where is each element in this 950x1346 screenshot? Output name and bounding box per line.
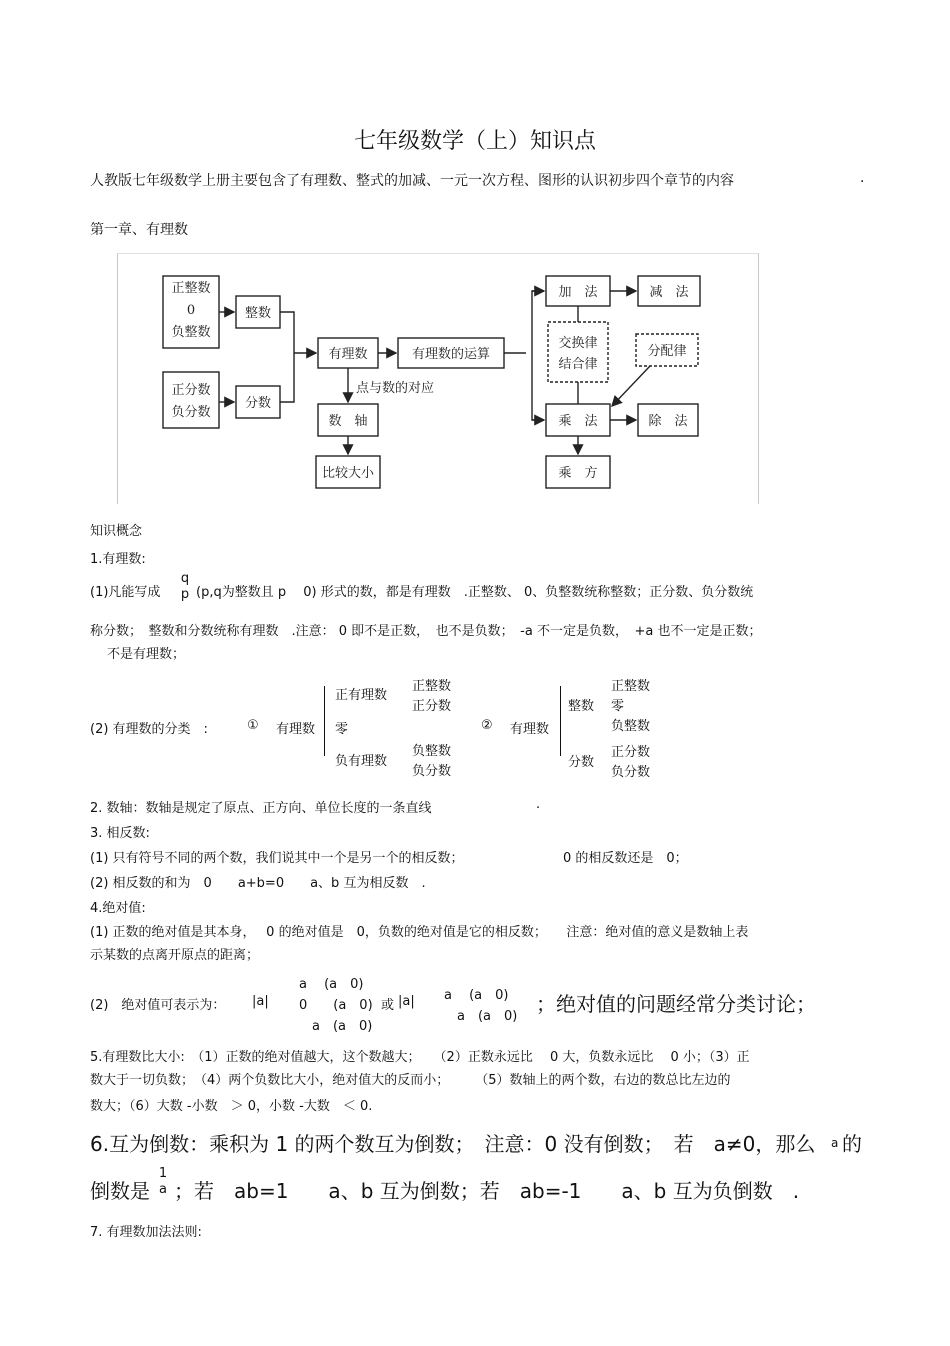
diagram-label-commutative: 交换律 bbox=[558, 336, 598, 351]
classification-1-marker: ① bbox=[247, 718, 259, 733]
diagram-label-compare: 比较大小 bbox=[321, 466, 375, 481]
abs-symbol-2: |a| bbox=[398, 994, 415, 1009]
section4-heading: 4.绝对值: bbox=[90, 901, 146, 916]
section6-line1-end: 的 bbox=[842, 1132, 862, 1156]
section7-heading: 7. 有理数加法法则: bbox=[90, 1225, 202, 1240]
classification-1-pos-int: 正整数 bbox=[412, 679, 452, 694]
section3-line1-b: 0 的相反数还是 0； bbox=[563, 851, 688, 866]
section3-heading: 3. 相反数: bbox=[90, 826, 150, 841]
section3-line1: (1) 只有符号不同的两个数，我们说其中一个是另一个的相反数； bbox=[90, 851, 464, 866]
diagram-svg bbox=[118, 254, 758, 504]
classification-2-pos-int: 正整数 bbox=[611, 679, 651, 694]
rational-number-diagram bbox=[117, 253, 759, 504]
s1-line1-start: (1)凡能写成 bbox=[90, 585, 161, 600]
diagram-label-correspondence: 点与数的对应 bbox=[356, 381, 435, 396]
classification-2-neg-frac: 负分数 bbox=[611, 765, 651, 780]
diagram-label-associative: 结合律 bbox=[558, 357, 598, 372]
intro-text: 人教版七年级数学上册主要包含了有理数、整式的加减、一元一次方程、图形的认识初步四个章节的内容 bbox=[90, 173, 734, 189]
abs-symbol-1: |a| bbox=[252, 994, 269, 1009]
chapter-heading: 第一章、有理数 bbox=[90, 222, 188, 238]
classification-2-neg-int: 负整数 bbox=[611, 719, 651, 734]
intro-period: . bbox=[860, 170, 865, 186]
fraction-1-over-a bbox=[157, 1166, 169, 1198]
s1-line2: 称分数； 整数和分数统称有理数 .注意： 0 即不是正数， 也不是负数； -a 不一定是负数， +a 也不一定是正数； bbox=[90, 624, 762, 639]
diagram-label-operations: 有理数的运算 bbox=[411, 347, 491, 362]
section3-line2: (2) 相反数的和为 0 a+b=0 a、b 互为相反数 . bbox=[90, 876, 426, 891]
diagram-label-positive-frac: 正分数 bbox=[171, 383, 211, 398]
classification-1-pos-frac: 正分数 bbox=[412, 699, 452, 714]
diagram-label-distributive: 分配律 bbox=[647, 344, 687, 359]
section1-heading: 1.有理数: bbox=[90, 552, 146, 567]
classification-1-zero: 零 bbox=[335, 722, 349, 737]
classification-1-neg-frac: 负分数 bbox=[412, 764, 452, 779]
diagram-label-negative-int: 负整数 bbox=[171, 325, 211, 340]
section6-line1: 6.互为倒数：乘积为 1 的两个数互为倒数； 注意：0 没有倒数； 若 a≠0，那么 bbox=[90, 1132, 816, 1156]
diagram-label-add: 加 法 bbox=[558, 285, 598, 300]
diagram-label-multiply: 乘 法 bbox=[558, 414, 598, 429]
section6-small-a: a bbox=[831, 1136, 839, 1150]
concepts-heading: 知识概念 bbox=[90, 524, 143, 539]
classification-2-root: 有理数 bbox=[510, 722, 550, 737]
classification-2-integer: 整数 bbox=[568, 699, 595, 714]
fraction-numerator: 1 bbox=[158, 1166, 168, 1181]
classification-2-brace bbox=[560, 686, 561, 756]
abs-case-1: a (a 0) bbox=[299, 977, 364, 992]
diagram-label-fraction: 分数 bbox=[244, 396, 272, 411]
section4-line2: 示某数的点离开原点的距离； bbox=[90, 948, 260, 963]
box-laws bbox=[548, 322, 608, 382]
diagram-label-zero: 0 bbox=[186, 303, 196, 318]
classification-1-neg-int: 负整数 bbox=[412, 744, 452, 759]
fraction-numerator: q bbox=[180, 571, 190, 586]
classification-2-pos-frac: 正分数 bbox=[611, 745, 651, 760]
diagram-label-number-axis: 数 轴 bbox=[328, 414, 368, 429]
classification-label: (2) 有理数的分类 : bbox=[90, 722, 208, 737]
abs-alt-case-1: a (a 0) bbox=[444, 988, 509, 1003]
classification-2-fraction: 分数 bbox=[568, 755, 595, 770]
classification-1-pos-rational: 正有理数 bbox=[335, 688, 388, 703]
section5-line2: 数大于一切负数； （4）两个负数比大小，绝对值大的反而小； （5）数轴上的两个数，右边的数总比左边的 bbox=[90, 1073, 731, 1088]
classification-1-brace bbox=[324, 686, 325, 756]
abs-label: (2) 绝对值可表示为： bbox=[90, 998, 226, 1013]
diagram-label-rational: 有理数 bbox=[328, 347, 368, 362]
diagram-label-subtract: 减 法 bbox=[649, 285, 689, 300]
classification-1-neg-rational: 负有理数 bbox=[335, 754, 388, 769]
diagram-label-power: 乘 方 bbox=[558, 466, 598, 481]
classification-1-root: 有理数 bbox=[276, 722, 316, 737]
section6-line2-start: 倒数是 bbox=[90, 1179, 150, 1203]
page-title: 七年级数学（上）知识点 bbox=[353, 129, 596, 154]
abs-case-2: 0 (a 0) bbox=[299, 998, 373, 1013]
section5-line3: 数大；（6）大数 -小数 ＞ 0，小数 -大数 ＜ 0. bbox=[90, 1099, 373, 1114]
classification-2-marker: ② bbox=[481, 718, 493, 733]
s1-line3: 不是有理数； bbox=[107, 647, 186, 662]
diagram-label-divide: 除 法 bbox=[648, 414, 688, 429]
section2-period: . bbox=[536, 797, 541, 812]
classification-2-zero: 零 bbox=[611, 699, 625, 714]
abs-or: 或 bbox=[381, 998, 395, 1013]
fraction-denominator: p bbox=[180, 587, 190, 602]
s1-line1-rest: (p,q为整数且 p 0) 形式的数，都是有理数 .正整数、 0、负整数统称整数；正分数、负分数统 bbox=[196, 585, 754, 600]
diagram-label-negative-frac: 负分数 bbox=[171, 405, 211, 420]
section4-line1: (1) 正数的绝对值是其本身， 0 的绝对值是 0，负数的绝对值是它的相反数； 注意：绝对值的意义是数轴上表 bbox=[90, 925, 749, 940]
fraction-q-over-p bbox=[178, 571, 192, 603]
section5-line1: 5.有理数比大小: （1）正数的绝对值越大，这个数越大； （2）正数永远比 0 大，负数永远比 0 小；（3）正 bbox=[90, 1050, 750, 1065]
section2-number-axis: 2. 数轴：数轴是规定了原点、正方向、单位长度的一条直线 bbox=[90, 801, 432, 816]
diagram-label-integer: 整数 bbox=[244, 306, 272, 321]
abs-case-3: a (a 0) bbox=[312, 1019, 373, 1034]
section6-line2-rest: ；若 ab=1 a、b 互为倒数；若 ab=-1 a、b 互为负倒数 . bbox=[174, 1179, 800, 1203]
fraction-denominator: a bbox=[159, 1182, 167, 1197]
diagram-label-positive-int: 正整数 bbox=[171, 281, 211, 296]
abs-alt-case-2: a (a 0) bbox=[457, 1009, 518, 1024]
abs-note: ；绝对值的问题经常分类讨论； bbox=[536, 992, 816, 1016]
